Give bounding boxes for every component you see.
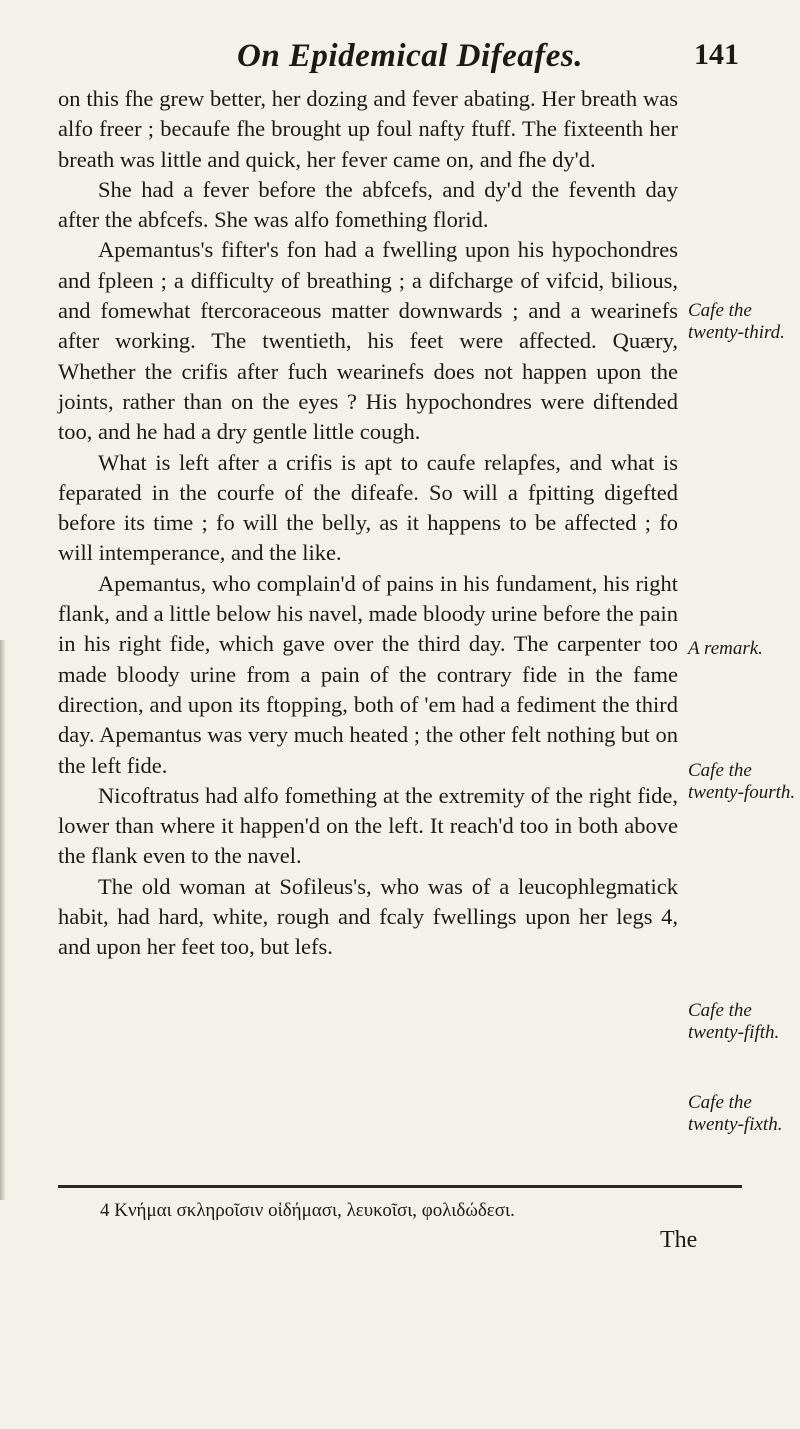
margin-note-remark: A remark. bbox=[688, 638, 763, 659]
paragraph-2: She had a fever before the abfcefs, and dy'd the feventh day after the abfcefs. She was alfo fomething florid. bbox=[58, 176, 678, 233]
margin-note-case-26: Cafe the twenty-fixth. bbox=[688, 1092, 783, 1135]
paragraph-3: Apemantus's fifter's fon had a fwelling upon his hypochondres and fpleen ; a difficulty of breathing ; a difcharge of vifcid, bilious, and fomewhat ftercoraceous matter downwards ; and a wearinefs after working. The twentieth, his feet were affected. Quæry, Whether the crifis after fuch wearinefs does not happen upon the joints, rather than on the eyes ? His hypochondres were diftended too, and he had a dry gentle little cough. bbox=[58, 237, 678, 445]
margin-note-case-23: Cafe the twenty-third. bbox=[688, 300, 785, 343]
page-header bbox=[0, 38, 800, 88]
paragraph-1: on this fhe grew better, her dozing and fever abating. Her breath was alfo freer ; becaufe fhe brought up foul nafty ftuff. The fixteenth her breath was little and quick, her fever came on, and fhe dy'd. bbox=[58, 86, 678, 172]
running-title: On Epidemical Difeafes. bbox=[236, 38, 584, 74]
margin-note-case-24: Cafe the twenty-fourth. bbox=[688, 760, 796, 803]
margin-note-case-25: Cafe the twenty-fifth. bbox=[688, 1000, 780, 1043]
footnote-rule bbox=[58, 1185, 742, 1188]
paragraph-5: Apemantus, who complain'd of pains in his fundament, his right flank, and a little below his navel, made bloody urine before the pain in his right fide, which gave over the third day. The carpenter too made bloody urine from a pain of the contrary fide in the fame direction, and upon its ftopping, both of 'em had a fediment the third day. Apemantus was very much heated ; the other felt nothing but on the left fide. bbox=[58, 570, 678, 778]
paragraph-7: The old woman at Sofileus's, who was of a leucophlegmatick habit, had hard, white, rough and fcaly fwellings upon her legs 4, and upon her feet too, but lefs. bbox=[58, 873, 678, 960]
paragraph-4: What is left after a crifis is apt to caufe relapfes, and what is feparated in the courfe of the difeafe. So will a fpitting digefted before its time ; fo will the belly, as it happens to be affected ; fo will intemperance, and the like. bbox=[58, 449, 678, 566]
catchword: The bbox=[660, 1227, 698, 1253]
footnote: 4 Κνήμαι σκληροῖσιν οἰδήμασι, λευκοῖσι, φολιδώδεσι. bbox=[100, 1200, 515, 1221]
paragraph-6: Nicoftratus had alfo fomething at the extremity of the right fide, lower than where it happen'd on the left. It reach'd too in both above the flank even to the navel. bbox=[58, 782, 678, 869]
page-edge-shadow bbox=[0, 640, 6, 1200]
page-number: 141 bbox=[694, 38, 739, 71]
body-text bbox=[58, 84, 678, 963]
